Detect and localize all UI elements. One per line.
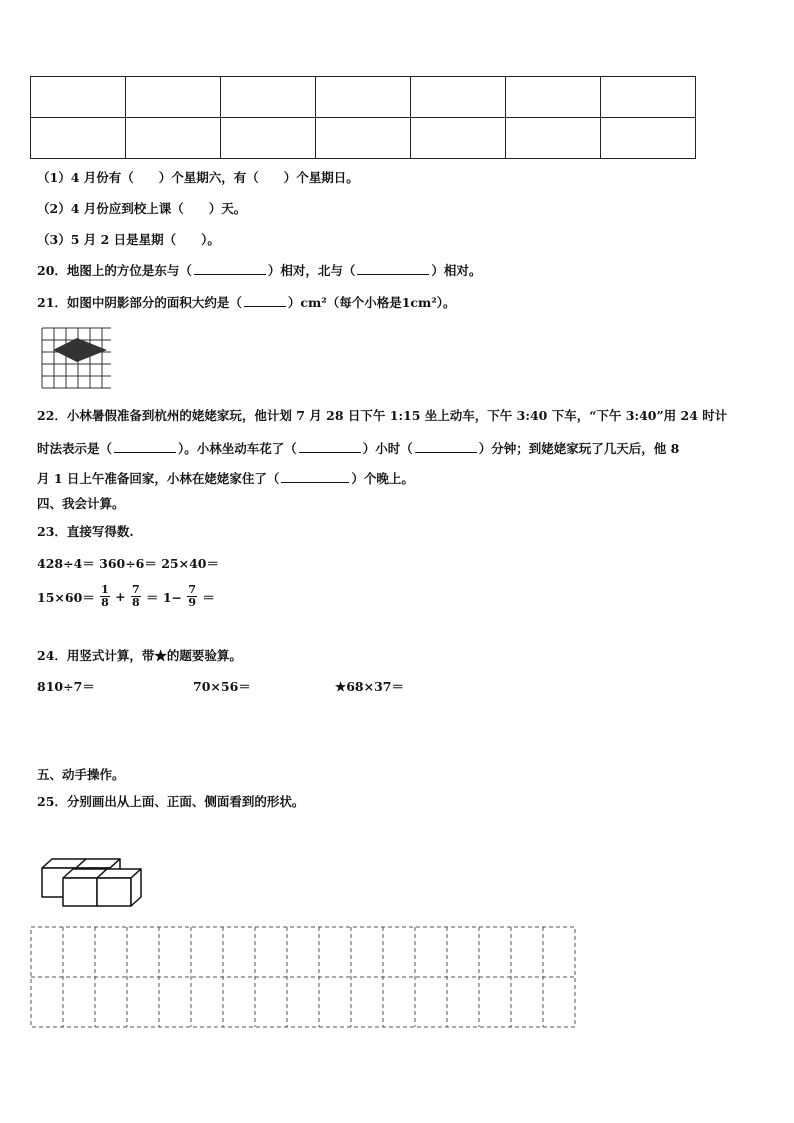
calendar-cell[interactable] [506, 118, 601, 159]
section-4-heading: 四、我会计算。 [37, 496, 125, 511]
plus-sign: + [115, 589, 126, 604]
q22-blank-4[interactable] [281, 470, 349, 483]
q20-prefix: 20．地图上的方位是东与（ [37, 263, 192, 278]
q21 [37, 294, 455, 311]
q23-eq1: ＝ 1− [146, 589, 183, 605]
calendar-table [30, 76, 696, 159]
shaded-rhombus [53, 338, 107, 362]
q24-title: 24．用竖式计算，带★的题要验算。 [37, 648, 242, 663]
q24-item3: ★68×37＝ [335, 679, 404, 694]
front-cube-2-front [97, 878, 131, 906]
fraction-1-8: $\frac{1}{8}$ [101, 583, 109, 609]
fraction-7-8: $\frac{7}{8}$ [131, 583, 140, 609]
fraction-7-9: $\frac{7}{9}$ [188, 583, 197, 609]
q25-title: 25．分别画出从上面、正面、侧面看到的形状。 [37, 794, 305, 809]
q20 [37, 262, 481, 279]
q24-item1: 810÷7＝ [37, 679, 95, 694]
q23-eq2: ＝ [202, 589, 215, 605]
calendar-cell[interactable] [221, 118, 316, 159]
q22-line3-b: ）个晚上。 [351, 471, 414, 486]
q22-line2-b: ）。小林坐动车花了（ [178, 441, 297, 456]
q24-item2: 70×56＝ [193, 679, 251, 694]
q23-row2 [37, 584, 215, 609]
q19-sub1: （1）4 月份有（ ）个星期六，有（ ）个星期日。 [37, 170, 359, 185]
q19-sub3: （3）5 月 2 日是星期（ ）。 [37, 232, 220, 247]
q23-row1: 428÷4＝ 360÷6＝ 25×40＝ [37, 556, 219, 571]
q22-line2 [37, 440, 679, 457]
q20-suffix: ）相对。 [431, 263, 482, 278]
q21-suffix: ）cm²（每个小格是1cm²）。 [287, 295, 456, 310]
calendar-row [31, 118, 696, 159]
calendar-cell[interactable] [411, 77, 506, 118]
q20-mid: ）相对，北与（ [267, 263, 356, 278]
calendar-cell[interactable] [506, 77, 601, 118]
calendar-cell[interactable] [316, 77, 411, 118]
q21-blank[interactable] [244, 294, 286, 307]
q22-line3-a: 月 1 日上午准备回家，小林在姥姥家住了（ [37, 471, 280, 486]
q22-line2-a: 时法表示是（ [37, 441, 113, 456]
q22-blank-3[interactable] [415, 440, 477, 453]
calendar-cell[interactable] [31, 118, 126, 159]
drawing-grid[interactable] [30, 926, 576, 1028]
q22-line2-c: ）小时（ [362, 441, 413, 456]
calendar-cell[interactable] [126, 118, 221, 159]
q22-line2-d: ）分钟；到姥姥家玩了几天后，他 8 [478, 441, 680, 456]
calendar-cell[interactable] [601, 118, 696, 159]
q20-blank-2[interactable] [357, 262, 429, 275]
calendar-cell[interactable] [31, 77, 126, 118]
q19-sub2: （2）4 月份应到校上课（ ）天。 [37, 201, 247, 216]
q22-line3 [37, 470, 414, 487]
q20-blank-1[interactable] [194, 262, 266, 275]
area-grid-figure [41, 326, 111, 390]
q22-blank-2[interactable] [299, 440, 361, 453]
calendar-cell[interactable] [221, 77, 316, 118]
q21-prefix: 21．如图中阴影部分的面积大约是（ [37, 295, 242, 310]
front-cube-1-front [63, 878, 97, 906]
q22-blank-1[interactable] [114, 440, 176, 453]
q23-row2-a: 15×60＝ [37, 589, 95, 605]
cubes-figure [40, 856, 144, 908]
calendar-cell[interactable] [411, 118, 506, 159]
q23-title: 23．直接写得数. [37, 524, 134, 539]
calendar-row [31, 77, 696, 118]
q22-line1: 22．小林暑假准备到杭州的姥姥家玩，他计划 7 月 28 日下午 1:15 坐上动车，下午 3:40 下车，“下午 3:40”用 24 时计 [37, 408, 728, 423]
calendar-cell[interactable] [126, 77, 221, 118]
section-5-heading: 五、动手操作。 [37, 767, 125, 782]
calendar-cell[interactable] [316, 118, 411, 159]
calendar-cell[interactable] [601, 77, 696, 118]
